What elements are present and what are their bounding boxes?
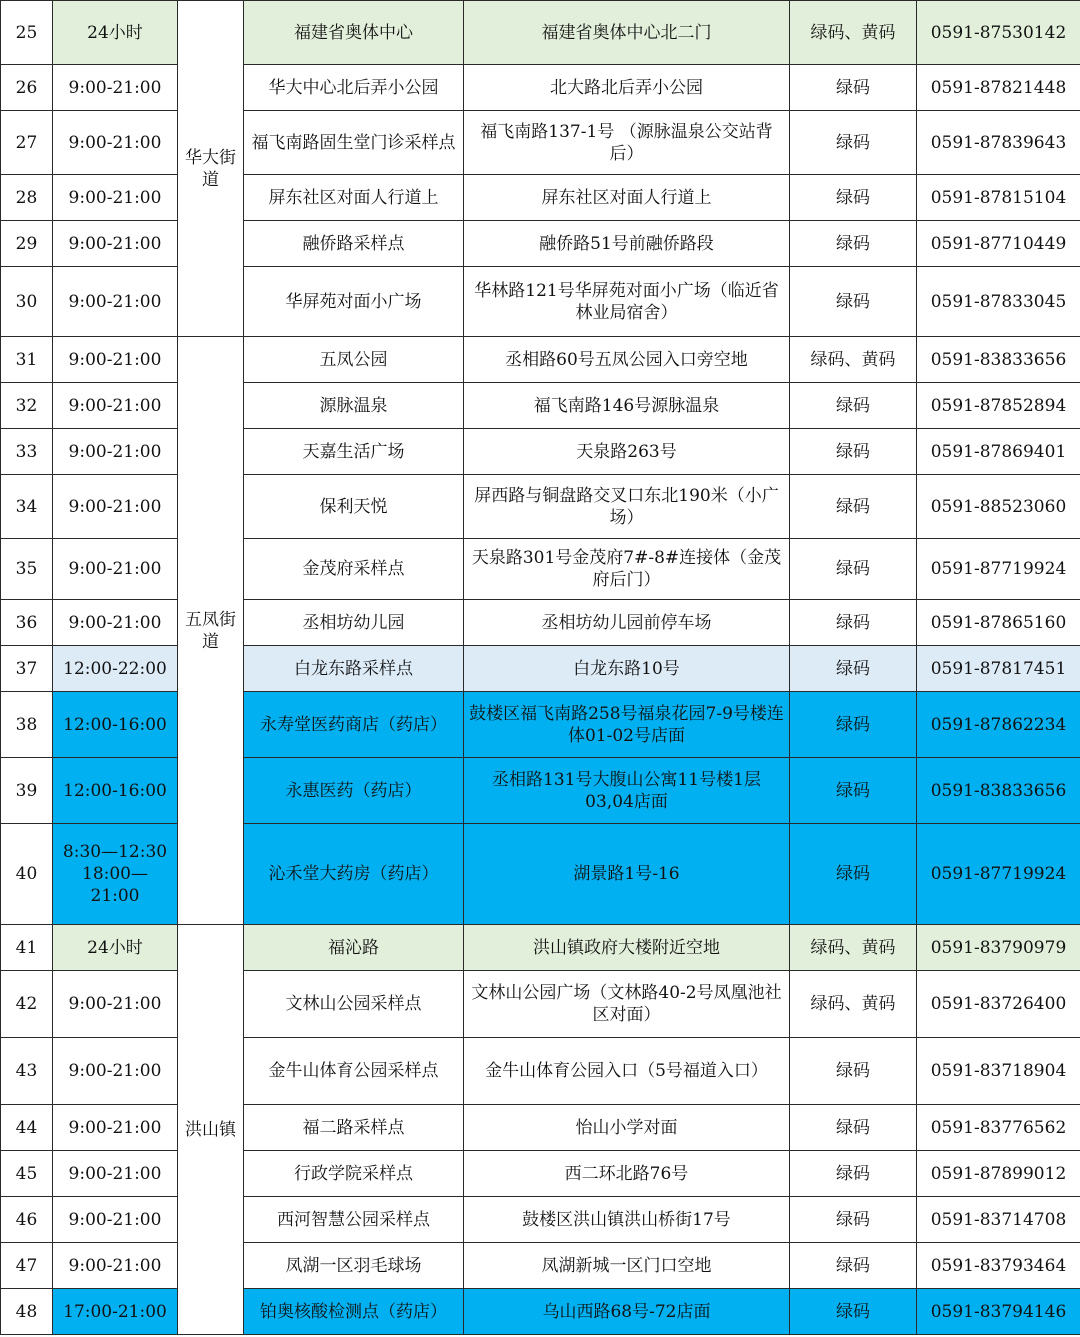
row-number: 37 <box>1 646 53 692</box>
site-address: 怡山小学对面 <box>464 1105 790 1151</box>
phone-number: 0591-87862234 <box>917 692 1080 758</box>
site-name: 铂奥核酸检测点（药店） <box>244 1289 464 1335</box>
table-row <box>1 824 1080 925</box>
site-address: 北大路北后弄小公园 <box>464 65 790 111</box>
phone-number: 0591-87839643 <box>917 111 1080 175</box>
service-hours: 9:00-21:00 <box>53 383 178 429</box>
district-cell: 洪山镇 <box>178 925 244 1335</box>
service-hours: 12:00-22:00 <box>53 646 178 692</box>
table-row <box>1 1243 1080 1289</box>
table-row <box>1 65 1080 111</box>
row-number: 29 <box>1 221 53 267</box>
row-number: 46 <box>1 1197 53 1243</box>
health-code: 绿码 <box>790 1289 917 1335</box>
site-name: 金牛山体育公园采样点 <box>244 1038 464 1105</box>
row-number: 30 <box>1 267 53 337</box>
phone-number: 0591-87852894 <box>917 383 1080 429</box>
health-code: 绿码 <box>790 111 917 175</box>
site-name: 丞相坊幼儿园 <box>244 600 464 646</box>
phone-number: 0591-83726400 <box>917 971 1080 1038</box>
health-code: 绿码 <box>790 1105 917 1151</box>
service-hours: 24小时 <box>53 925 178 971</box>
site-address: 丞相路60号五凤公园入口旁空地 <box>464 337 790 383</box>
site-address: 屏西路与铜盘路交叉口东北190米（小广场） <box>464 475 790 539</box>
service-hours: 9:00-21:00 <box>53 600 178 646</box>
health-code: 绿码 <box>790 1243 917 1289</box>
service-hours: 9:00-21:00 <box>53 337 178 383</box>
health-code: 绿码 <box>790 267 917 337</box>
health-code: 绿码 <box>790 221 917 267</box>
table-row <box>1 1105 1080 1151</box>
site-address: 金牛山体育公园入口（5号福道入口） <box>464 1038 790 1105</box>
row-number: 28 <box>1 175 53 221</box>
phone-number: 0591-87899012 <box>917 1151 1080 1197</box>
site-address: 丞相路131号大腹山公寓11号楼1层03,04店面 <box>464 758 790 824</box>
phone-number: 0591-83718904 <box>917 1038 1080 1105</box>
service-hours: 24小时 <box>53 1 178 65</box>
site-address: 鼓楼区福飞南路258号福泉花园7-9号楼连体01-02号店面 <box>464 692 790 758</box>
site-address: 文林山公园广场（文林路40-2号凤凰池社区对面） <box>464 971 790 1038</box>
health-code: 绿码 <box>790 429 917 475</box>
phone-number: 0591-87719924 <box>917 824 1080 925</box>
health-code: 绿码 <box>790 539 917 600</box>
site-name: 天嘉生活广场 <box>244 429 464 475</box>
health-code: 绿码 <box>790 65 917 111</box>
table-row <box>1 1151 1080 1197</box>
site-name: 沁禾堂大药房（药店） <box>244 824 464 925</box>
service-hours: 9:00-21:00 <box>53 175 178 221</box>
table-row <box>1 221 1080 267</box>
site-name: 福沁路 <box>244 925 464 971</box>
site-name: 行政学院采样点 <box>244 1151 464 1197</box>
service-hours: 9:00-21:00 <box>53 1243 178 1289</box>
health-code: 绿码 <box>790 646 917 692</box>
phone-number: 0591-83833656 <box>917 758 1080 824</box>
service-hours: 9:00-21:00 <box>53 475 178 539</box>
service-hours: 9:00-21:00 <box>53 971 178 1038</box>
health-code: 绿码 <box>790 475 917 539</box>
service-hours: 9:00-21:00 <box>53 267 178 337</box>
site-address: 丞相坊幼儿园前停车场 <box>464 600 790 646</box>
site-name: 金茂府采样点 <box>244 539 464 600</box>
site-name: 福二路采样点 <box>244 1105 464 1151</box>
table-row <box>1 925 1080 971</box>
health-code: 绿码、黄码 <box>790 337 917 383</box>
site-address: 白龙东路10号 <box>464 646 790 692</box>
phone-number: 0591-87710449 <box>917 221 1080 267</box>
phone-number: 0591-87833045 <box>917 267 1080 337</box>
phone-number: 0591-83794146 <box>917 1289 1080 1335</box>
table-row <box>1 1197 1080 1243</box>
site-address: 凤湖新城一区门口空地 <box>464 1243 790 1289</box>
service-hours: 9:00-21:00 <box>53 1038 178 1105</box>
site-name: 永惠医药（药店） <box>244 758 464 824</box>
service-hours: 9:00-21:00 <box>53 221 178 267</box>
health-code: 绿码、黄码 <box>790 925 917 971</box>
table-row <box>1 383 1080 429</box>
row-number: 26 <box>1 65 53 111</box>
site-name: 永寿堂医药商店（药店） <box>244 692 464 758</box>
site-name: 源脉温泉 <box>244 383 464 429</box>
site-address: 天泉路301号金茂府7#-8#连接体（金茂府后门） <box>464 539 790 600</box>
table-row <box>1 758 1080 824</box>
row-number: 33 <box>1 429 53 475</box>
phone-number: 0591-87815104 <box>917 175 1080 221</box>
phone-number: 0591-88523060 <box>917 475 1080 539</box>
table-row <box>1 267 1080 337</box>
row-number: 42 <box>1 971 53 1038</box>
phone-number: 0591-83793464 <box>917 1243 1080 1289</box>
row-number: 40 <box>1 824 53 925</box>
site-name: 文林山公园采样点 <box>244 971 464 1038</box>
service-hours: 9:00-21:00 <box>53 1197 178 1243</box>
table-row <box>1 429 1080 475</box>
service-hours: 9:00-21:00 <box>53 1105 178 1151</box>
site-name: 华屏苑对面小广场 <box>244 267 464 337</box>
table-row <box>1 646 1080 692</box>
service-hours: 9:00-21:00 <box>53 539 178 600</box>
row-number: 47 <box>1 1243 53 1289</box>
health-code: 绿码 <box>790 175 917 221</box>
phone-number: 0591-87817451 <box>917 646 1080 692</box>
health-code: 绿码 <box>790 1038 917 1105</box>
site-address: 鼓楼区洪山镇洪山桥街17号 <box>464 1197 790 1243</box>
site-name: 白龙东路采样点 <box>244 646 464 692</box>
service-hours: 9:00-21:00 <box>53 1151 178 1197</box>
table-row <box>1 111 1080 175</box>
phone-number: 0591-83714708 <box>917 1197 1080 1243</box>
site-address: 天泉路263号 <box>464 429 790 475</box>
site-name: 西河智慧公园采样点 <box>244 1197 464 1243</box>
site-name: 五凤公园 <box>244 337 464 383</box>
site-name: 福建省奥体中心 <box>244 1 464 65</box>
phone-number: 0591-87719924 <box>917 539 1080 600</box>
health-code: 绿码、黄码 <box>790 1 917 65</box>
site-address: 福飞南路137-1号 （源脉温泉公交站背后） <box>464 111 790 175</box>
row-number: 32 <box>1 383 53 429</box>
service-hours: 12:00-16:00 <box>53 692 178 758</box>
phone-number: 0591-83833656 <box>917 337 1080 383</box>
health-code: 绿码 <box>790 1197 917 1243</box>
phone-number: 0591-87869401 <box>917 429 1080 475</box>
site-name: 凤湖一区羽毛球场 <box>244 1243 464 1289</box>
site-name: 屏东社区对面人行道上 <box>244 175 464 221</box>
row-number: 27 <box>1 111 53 175</box>
site-address: 屏东社区对面人行道上 <box>464 175 790 221</box>
service-hours: 17:00-21:00 <box>53 1289 178 1335</box>
table-row <box>1 1289 1080 1335</box>
row-number: 31 <box>1 337 53 383</box>
health-code: 绿码 <box>790 758 917 824</box>
row-number: 25 <box>1 1 53 65</box>
site-address: 福建省奥体中心北二门 <box>464 1 790 65</box>
row-number: 39 <box>1 758 53 824</box>
row-number: 41 <box>1 925 53 971</box>
table-row <box>1 600 1080 646</box>
row-number: 34 <box>1 475 53 539</box>
phone-number: 0591-87821448 <box>917 65 1080 111</box>
site-address: 洪山镇政府大楼附近空地 <box>464 925 790 971</box>
service-hours: 8:30—12:30 18:00— 21:00 <box>53 824 178 925</box>
row-number: 35 <box>1 539 53 600</box>
service-hours: 12:00-16:00 <box>53 758 178 824</box>
district-cell: 华大街道 <box>178 1 244 337</box>
site-name: 华大中心北后弄小公园 <box>244 65 464 111</box>
table-row <box>1 692 1080 758</box>
site-address: 乌山西路68号-72店面 <box>464 1289 790 1335</box>
row-number: 36 <box>1 600 53 646</box>
phone-number: 0591-83776562 <box>917 1105 1080 1151</box>
site-address: 福飞南路146号源脉温泉 <box>464 383 790 429</box>
health-code: 绿码 <box>790 824 917 925</box>
district-cell: 五凤街道 <box>178 337 244 925</box>
health-code: 绿码 <box>790 692 917 758</box>
table-row <box>1 1 1080 65</box>
phone-number: 0591-87865160 <box>917 600 1080 646</box>
health-code: 绿码、黄码 <box>790 971 917 1038</box>
site-name: 保利天悦 <box>244 475 464 539</box>
site-address: 融侨路51号前融侨路段 <box>464 221 790 267</box>
service-hours: 9:00-21:00 <box>53 65 178 111</box>
service-hours: 9:00-21:00 <box>53 111 178 175</box>
row-number: 43 <box>1 1038 53 1105</box>
phone-number: 0591-87530142 <box>917 1 1080 65</box>
service-hours: 9:00-21:00 <box>53 429 178 475</box>
table-row <box>1 1038 1080 1105</box>
site-address: 华林路121号华屏苑对面小广场（临近省林业局宿舍） <box>464 267 790 337</box>
phone-number: 0591-83790979 <box>917 925 1080 971</box>
table-row <box>1 539 1080 600</box>
table-row <box>1 971 1080 1038</box>
site-address: 湖景路1号-16 <box>464 824 790 925</box>
health-code: 绿码 <box>790 383 917 429</box>
table-row <box>1 337 1080 383</box>
row-number: 44 <box>1 1105 53 1151</box>
table-row <box>1 475 1080 539</box>
table-row <box>1 175 1080 221</box>
health-code: 绿码 <box>790 1151 917 1197</box>
row-number: 45 <box>1 1151 53 1197</box>
row-number: 48 <box>1 1289 53 1335</box>
row-number: 38 <box>1 692 53 758</box>
health-code: 绿码 <box>790 600 917 646</box>
site-name: 福飞南路固生堂门诊采样点 <box>244 111 464 175</box>
site-address: 西二环北路76号 <box>464 1151 790 1197</box>
site-name: 融侨路采样点 <box>244 221 464 267</box>
